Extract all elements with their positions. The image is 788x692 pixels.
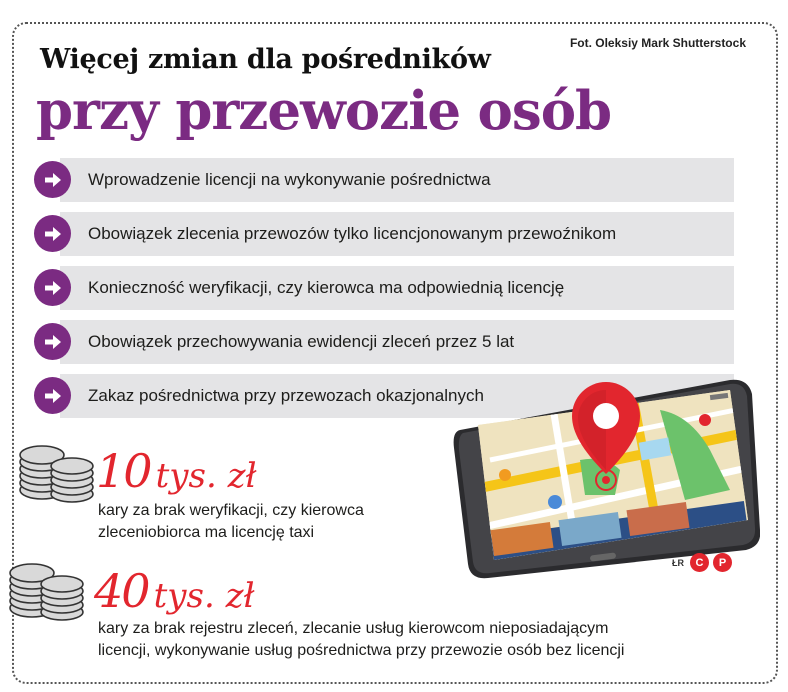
title-line-2: przy przewozie osób [36,80,612,142]
penalty-unit: tys. zł [153,576,255,616]
arrow-right-icon [34,377,71,414]
item-label: Obowiązek zlecenia przewozów tylko licencjonowanym przewoźnikom [88,224,617,243]
penalty-unit: tys. zł [155,456,257,496]
title-line-1: Więcej zmian dla pośredników [40,44,491,75]
arrow-right-icon [34,269,71,306]
smartphone-icon [430,370,760,580]
penalty-desc-line: kary za brak rejestru zleceń, zlecanie usług kierowcom nieposiadającym [98,620,609,637]
penalty-amount [94,564,255,618]
coins-icon [18,440,96,504]
penalty-description [98,500,364,544]
list-item [34,157,734,201]
arrow-right-icon [34,161,71,198]
penalty-desc-line: zleceniobiorca ma licencję taxi [98,524,315,541]
item-label: Wprowadzenie licencji na wykonywanie pośrednictwa [88,170,491,189]
penalty-number: 40 [94,564,149,618]
penalty-number: 10 [96,444,151,498]
arrow-right-icon [34,323,71,360]
author-initials: ŁR [672,557,684,568]
item-label: Zakaz pośrednictwa przy przewozach okazjonalnych [88,386,484,405]
list-item [34,211,734,255]
photo-credit: Fot. Oleksiy Mark Shutterstock [569,36,746,50]
logo-c: C [690,553,709,572]
penalty-amount [96,444,257,498]
publisher-logos [672,553,732,572]
penalty-description [98,618,624,662]
logo-p: P [713,553,732,572]
arrow-right-icon [34,215,71,252]
list-item [34,265,734,309]
item-label: Obowiązek przechowywania ewidencji zleceń przez 5 lat [88,332,515,351]
penalty-desc-line: licencji, wykonywanie usług pośrednictwa przy przewozie osób bez licencji [98,642,625,659]
coins-icon [8,558,86,622]
item-label: Konieczność weryfikacji, czy kierowca ma odpowiednią licencję [88,278,565,297]
penalty-desc-line: kary za brak weryfikacji, czy kierowca [98,502,364,519]
list-item [34,319,734,363]
